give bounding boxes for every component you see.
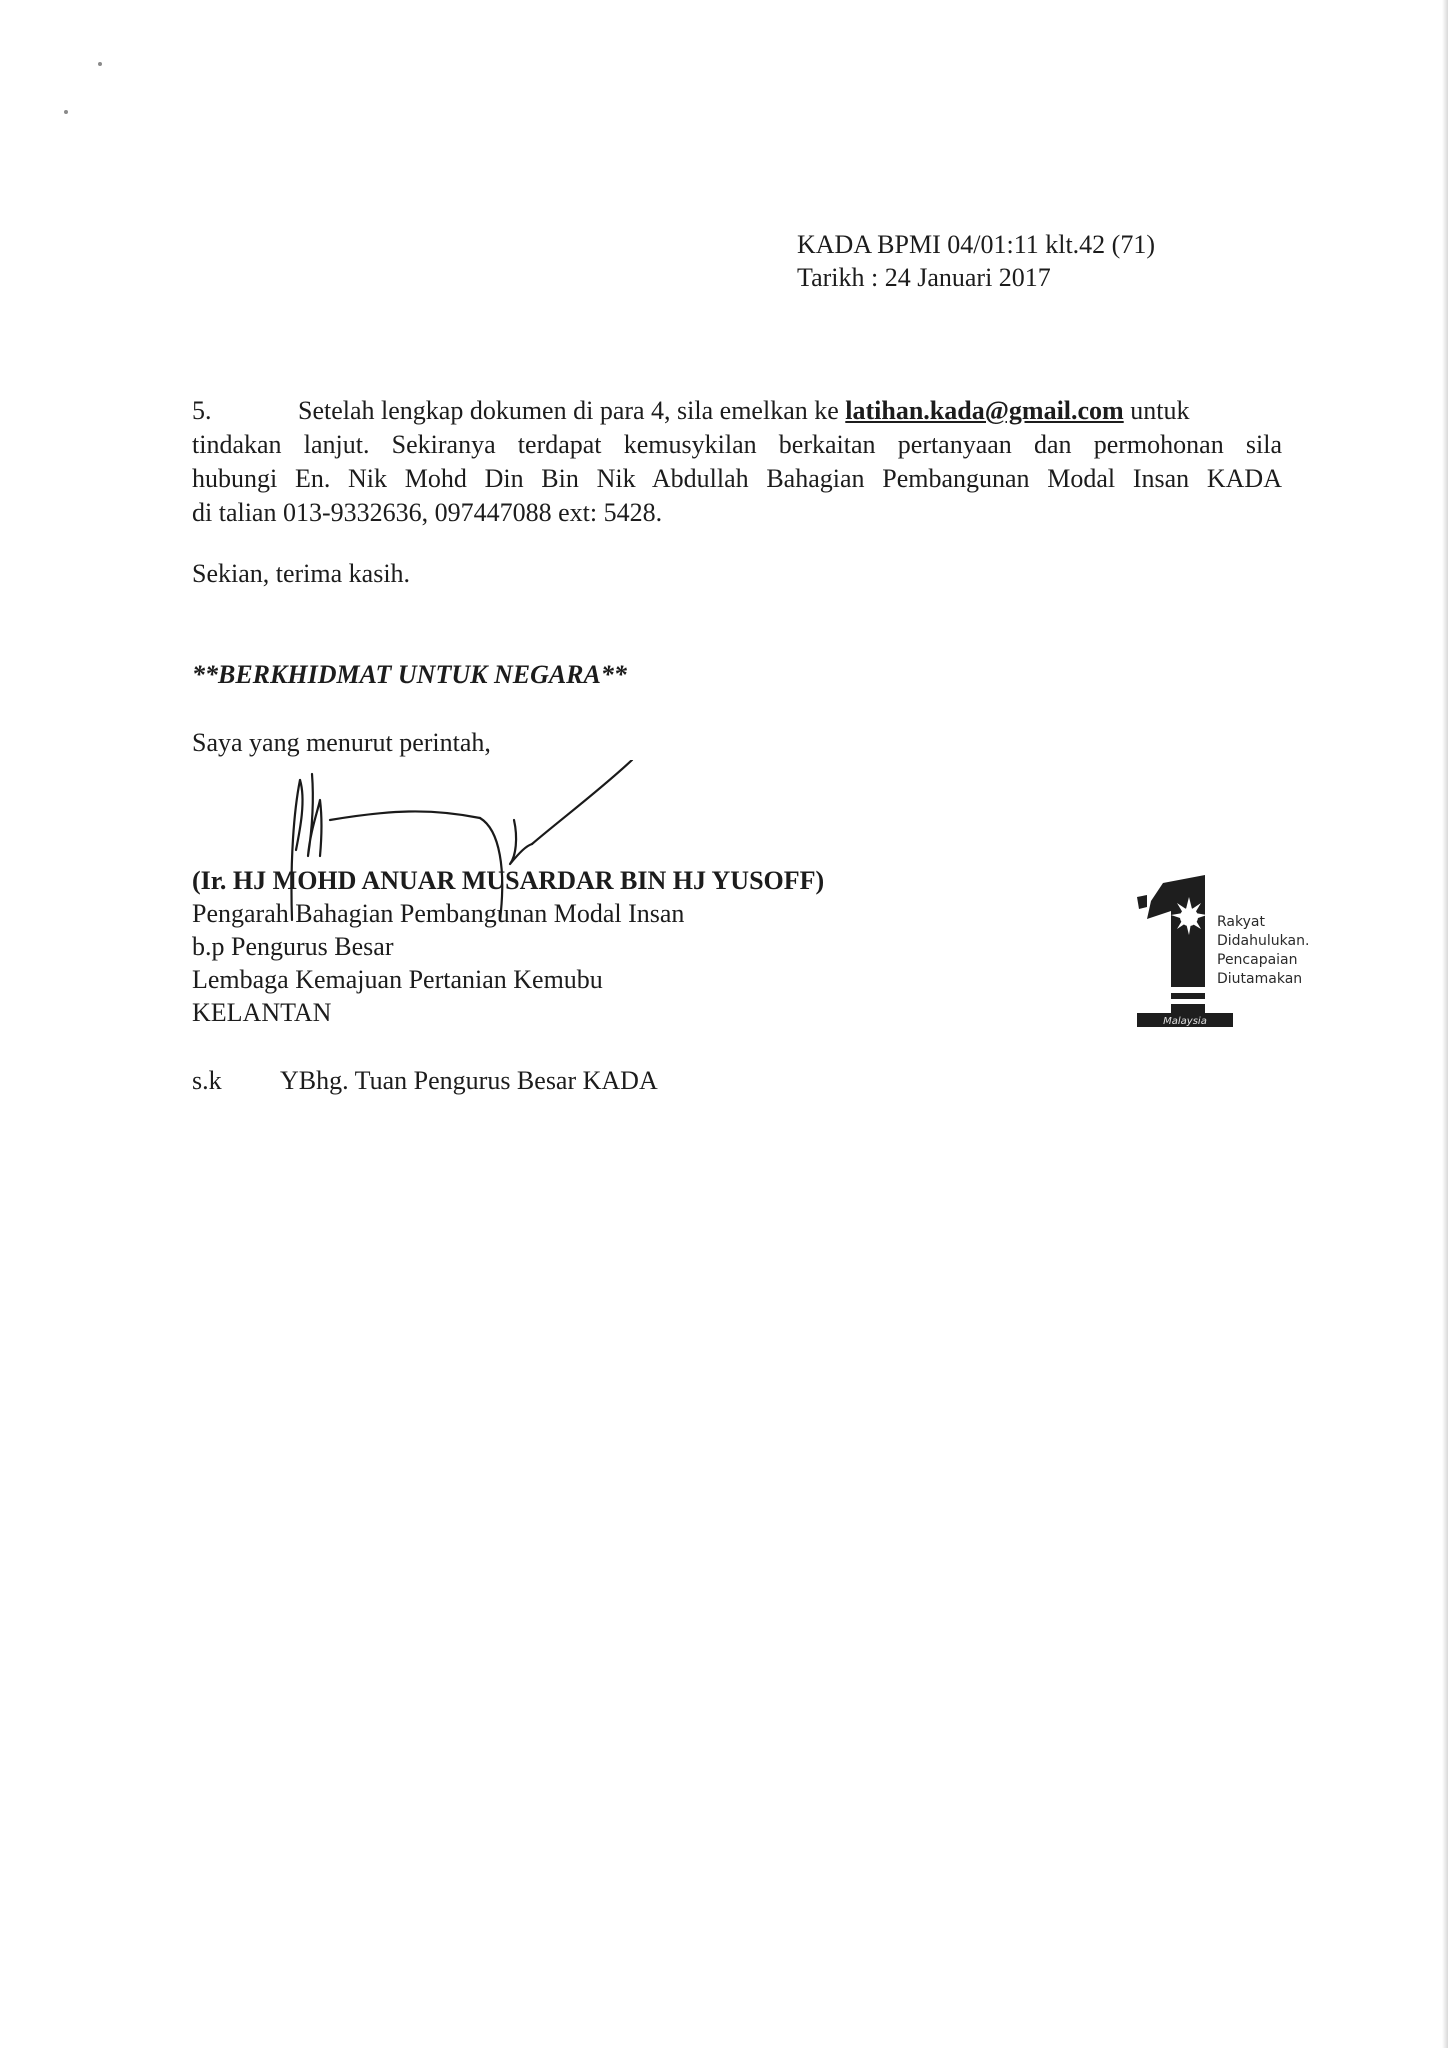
signatory-name: (Ir. HJ MOHD ANUAR MUSARDAR BIN HJ YUSOFF) — [192, 866, 825, 895]
scan-speck — [64, 110, 68, 114]
logo-tagline — [1217, 913, 1309, 989]
signature-block — [192, 864, 824, 1029]
paragraph-line: hubungi En. Nik Mohd Din Bin Nik Abdullah Bahagian Pembangunan Modal Insan KADA — [192, 464, 1282, 493]
logo-tagline-line: Rakyat — [1217, 914, 1265, 930]
copy-to-recipient: YBhg. Tuan Pengurus Besar KADA — [280, 1066, 658, 1095]
copy-to-label: s.k — [192, 1066, 222, 1095]
copy-to-line — [192, 1066, 658, 1096]
paragraph-line — [192, 394, 1282, 428]
logo-tagline-line: Didahulukan. — [1217, 933, 1310, 949]
state-name: KELANTAN — [192, 998, 332, 1027]
letter-date: Tarikh : 24 Januari 2017 — [797, 263, 1051, 292]
signatory-title: Pengarah Bahagian Pembangunan Modal Insan — [192, 899, 685, 928]
paragraph-line: tindakan lanjut. Sekiranya terdapat kemusykilan berkaitan pertanyaan dan permohonan sila — [192, 430, 1282, 459]
paragraph-number: 5. — [192, 396, 212, 425]
scan-speck — [98, 62, 102, 66]
logo-tagline-line: Pencapaian — [1217, 952, 1298, 968]
paragraph-text: Setelah lengkap dokumen di para 4, sila emelkan ke — [298, 396, 839, 425]
closing-remark: Sekian, terima kasih. — [192, 559, 411, 588]
valediction: Saya yang menurut perintah, — [192, 728, 491, 757]
logo-tagline-line: Diutamakan — [1217, 971, 1303, 987]
signatory-capacity: b.p Pengurus Besar — [192, 932, 394, 961]
slogan: **BERKHIDMAT UNTUK NEGARA** — [192, 660, 627, 689]
paragraph-line: di talian 013-9332636, 097447088 ext: 5428. — [192, 498, 663, 527]
reference-number: KADA BPMI 04/01:11 klt.42 (71) — [797, 230, 1155, 259]
paragraph-5 — [192, 394, 1282, 530]
reference-block — [797, 228, 1155, 294]
page-edge — [1442, 0, 1448, 2048]
organization-name: Lembaga Kemajuan Pertanian Kemubu — [192, 965, 603, 994]
paragraph-text: untuk — [1130, 396, 1190, 425]
email-link[interactable]: latihan.kada@gmail.com — [845, 396, 1124, 425]
logo-wordmark: Malaysia — [1163, 1016, 1207, 1027]
